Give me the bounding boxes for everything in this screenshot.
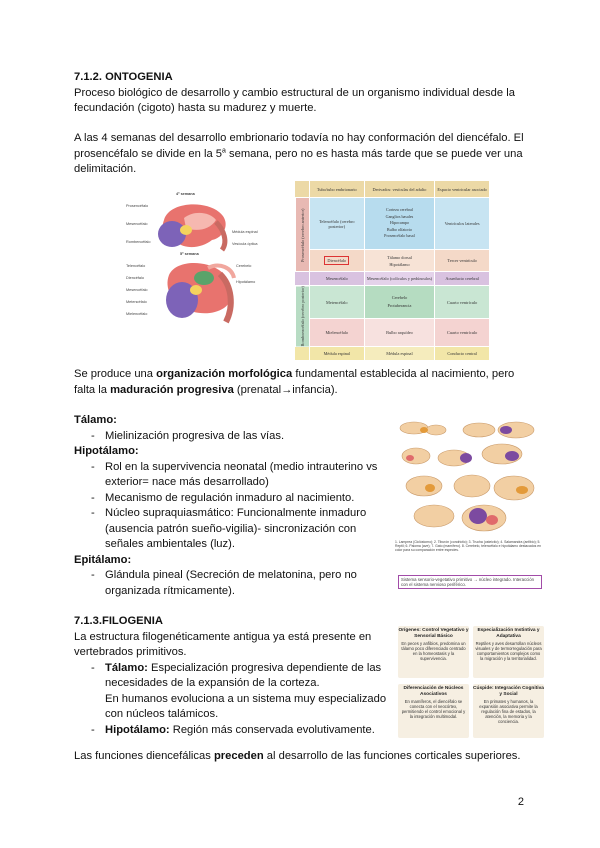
evo-card-text: En mamíferos, el diencéfalo se conecta con el neocórtex, permitiendo el control emocional y la integración multimodal. (401, 699, 466, 719)
embryo-title-top: 4ª semana (176, 192, 195, 196)
table-deriv: Tálamo dorsal (387, 254, 412, 260)
organizacion-line2 (74, 383, 534, 399)
semanas-sup: a (222, 146, 226, 154)
evo-card (398, 626, 469, 678)
evo-card-title: Orígenes: Control Vegetativo y Sensorial Básico (398, 628, 469, 639)
semanas-line2-pre: prosencéfalo se divide en la 5 (74, 147, 223, 160)
conclusion-pre: Las funciones diencefálicas (74, 750, 214, 762)
table-side-label: Romboencéfalo (cerebro posterior) (295, 286, 310, 347)
table-deriv: Protuberancia (387, 303, 412, 309)
evolution-cards-figure (396, 624, 546, 740)
embryo-label-metencefalo: Metencéfalo (126, 300, 147, 304)
page-number: 2 (517, 795, 524, 808)
table-diencefalo-highlight: Diencéfalo (324, 256, 349, 265)
semanas-line2-post: semana, pero no es hasta más tarde que se puede ver una (225, 147, 523, 160)
filogenia-intro-line1: La estructura filogenéticamente antigua ya está presente en (74, 630, 372, 643)
evo-card (473, 684, 544, 738)
table-cell (364, 198, 435, 250)
paragraph-organizacion (74, 367, 534, 398)
embryo-label-medula: Médula espinal (232, 230, 258, 234)
table-deriv: Hipotálamo (389, 261, 410, 267)
vesicle-table (294, 180, 490, 361)
evo-card-title: Especialización Instintiva y Adaptativa (477, 628, 540, 639)
embryo-label-hipotalamo: Hipotálamo (236, 280, 256, 284)
embryo-illustration (124, 190, 274, 340)
evo-card (473, 626, 544, 678)
embryo-label-vesicula: Vesícula óptica (232, 242, 258, 246)
filogenia-intro-line2: vertebrados primitivos. (74, 646, 187, 658)
table-side-spacer (295, 272, 310, 286)
embryo-title-mid: 5ª semana (180, 252, 199, 256)
table-side-label: Prosencéfalo (cerebro anterior) (295, 198, 310, 272)
list-item: - Núcleo supraquiasmático: Funcionalmente inmaduro (ausencia patrón sueño-vigilia)- sincronización con señales ambientales (luz). (74, 506, 384, 553)
organizacion-line2-bold: maduración progresiva (110, 383, 234, 396)
ontogenia-intro-line2: fecundación (cigoto) hasta su madurez y muerte. (74, 102, 317, 114)
embryo-label-telencefalo: Telencéfalo (126, 264, 146, 268)
table-side-spacer (295, 347, 310, 361)
paragraph-semanas (74, 131, 534, 178)
heading-hipotalamo: Hipotálamo: (74, 445, 139, 457)
table-cell: Ventrículos laterales (435, 198, 490, 250)
heading-epitalamo: Epitálamo: (74, 553, 132, 566)
table-cell: Conducto central (435, 347, 490, 361)
heading-talamo: Tálamo: (74, 414, 117, 426)
hipotalamo-list (74, 460, 384, 553)
table-cell: Mesencéfalo (colículos y pedúnculos) (364, 272, 435, 286)
table-cell: Telencéfalo (cerebro posterior) (309, 198, 364, 250)
table-deriv: Ganglios basales (385, 213, 414, 219)
table-header-row (295, 181, 490, 198)
list-item: - Glándula pineal (Secreción de melatonina, pero no organizada rítmicamente). (74, 568, 384, 599)
table-cell: Médula espinal (364, 347, 435, 361)
table-header-cell: Tubo/tubo embrionario (309, 181, 364, 198)
list-item: - Mielinización progresiva de las vías. (74, 429, 384, 445)
embryo-figure (124, 190, 274, 340)
organizacion-line1-post: fundamental establecida al nacimiento, pero (292, 368, 515, 380)
list-item-hipotalamo (74, 723, 394, 739)
table-cell: Bulbo raquídeo (364, 319, 435, 347)
evo-card (398, 684, 469, 738)
table-row (295, 319, 490, 347)
conclusion-post: al desarrollo de las funciones corticales superiores. (263, 750, 521, 762)
table-cell: Acueducto cerebral (435, 272, 490, 286)
brain-figure-caption: 1. Lamprea (Ciclóstomo); 2. Tiburón (condrictio); 3. Trucha (osteictio); 4. Salamandra (anfibio); 5. Reptil; 6. Paloma (ave); 7. Gato (mamífero). 8. Cerebelo, telencéfalo e hipotálamo destacados en color para su comparación entre especies. (395, 540, 542, 553)
vesicle-table-figure (294, 180, 490, 357)
table-deriv: Bulbo olfatorio (386, 226, 413, 232)
section-ontogenia (74, 70, 534, 117)
table-cell: Cuarto ventrículo (435, 286, 490, 319)
evo-card-title: Diferenciación de Núcleos Asociativos (403, 686, 464, 697)
heading-ontogenia: 7.1.2. ONTOGENIA (74, 71, 173, 83)
table-cell (364, 286, 435, 319)
organizacion-line2-post: (prenatal→infancia). (233, 383, 338, 396)
evo-card-text: En primates y humanos, la expansión asociativa permite la regulación fina de estados, la atención, la memoria y la conciencia. (479, 699, 538, 724)
table-cell (364, 250, 435, 272)
evo-card-text: Reptiles y aves desarrollan núcleos visuales y de termorregulación para comportamientos complejos como la migración y la territorialidad. (475, 641, 542, 661)
evo-card-title: Cúspide: Integración Cognitiva y Social (473, 686, 544, 697)
evo-card-text: En peces y anfibios, predomina un tálamo poco diferenciado centrado en la homeostasis y la supervivencia. (401, 641, 466, 661)
filogenia-talamo-text: Especialización progresiva dependiente de las necesidades de la expansión de la corteza. (105, 661, 382, 689)
embryo-label-mielencefalo: Mielencéfalo (126, 312, 148, 316)
table-cell: Tercer ventrículo (435, 250, 490, 272)
organizacion-line1-pre: Se produce una (74, 368, 157, 380)
organizacion-line1-bold: organización morfológica (156, 368, 293, 380)
ontogenia-intro-line1: Proceso biológico de desarrollo y cambio estructural de un organismo individual desde la (74, 86, 515, 99)
section-filogenia (74, 614, 394, 738)
table-deriv: Cerebelo (391, 295, 408, 301)
filogenia-list (74, 661, 394, 739)
talamo-list (74, 429, 384, 445)
table-deriv: Prosencéfalo basal (384, 233, 415, 239)
list-item: - Rol en la supervivencia neonatal (medio intrauterino vs exterior= nace más desarrollado) (74, 460, 384, 491)
table-cell: Mielencéfalo (309, 319, 364, 347)
semanas-line2 (74, 147, 534, 163)
conclusion-bold: preceden (213, 750, 264, 762)
embryo-label-rombencefalo: Rombencéfalo (126, 240, 151, 244)
table-header-cell: Espacio ventricular asociado (435, 181, 490, 198)
table-cell (309, 250, 364, 272)
semanas-line3: delimitación. (74, 163, 137, 175)
table-cell: Médula espinal (309, 347, 364, 361)
embryo-label-cerebelo: Cerebelo (236, 264, 252, 268)
semanas-line1: A las 4 semanas del desarrollo embrionario todavía no hay conformación del diencéfalo. El (74, 132, 524, 144)
table-corner (295, 181, 310, 198)
filogenia-talamo-text2: En humanos evoluciona a un sistema muy especializado con núcleos talámicos. (105, 692, 387, 720)
brain-figure-highlight: Sistema sensorio-vegetativo primitivo → núcleo integrado. Interacción con el sistema nervioso periférico. (398, 575, 542, 589)
list-item-talamo (74, 661, 394, 723)
table-deriv: Hipocampo (389, 220, 410, 226)
heading-filogenia: 7.1.3.FILOGENIA (74, 615, 163, 627)
brain-comparison-figure (394, 416, 544, 599)
table-deriv: Corteza cerebral (386, 207, 413, 213)
table-cell: Cuarto ventrículo (435, 319, 490, 347)
filogenia-hipotalamo-text: Región más conservada evolutivamente. (169, 723, 375, 736)
epitalamo-list (74, 568, 384, 599)
filogenia-hipotalamo-label: Hipotálamo: (105, 723, 170, 736)
table-cell: Metencéfalo (309, 286, 364, 319)
table-row (295, 347, 490, 361)
table-header-cell: Derivados: vesículas del adulto (364, 181, 435, 198)
table-row (295, 198, 490, 250)
list-item: - Mecanismo de regulación inmaduro al nacimiento. (74, 491, 384, 507)
embryo-label-mesencefalo-2: Mesencéfalo (126, 288, 148, 292)
embryo-label-mesencefalo: Mesencéfalo (126, 222, 148, 226)
organizacion-line2-pre: falta la (74, 383, 111, 396)
table-row (295, 272, 490, 286)
embryo-label-diencefalo: Diencéfalo (126, 276, 144, 280)
embryo-label-prosencefalo: Prosencéfalo (126, 204, 149, 208)
filogenia-talamo-label: Tálamo: (105, 661, 148, 674)
table-cell: Mesencéfalo (309, 272, 364, 286)
table-row (295, 250, 490, 272)
organizacion-line1 (74, 367, 534, 383)
paragraph-conclusion (74, 749, 534, 765)
brain-illustrations (394, 416, 544, 536)
section-maduracion (74, 413, 384, 599)
table-row (295, 286, 490, 319)
